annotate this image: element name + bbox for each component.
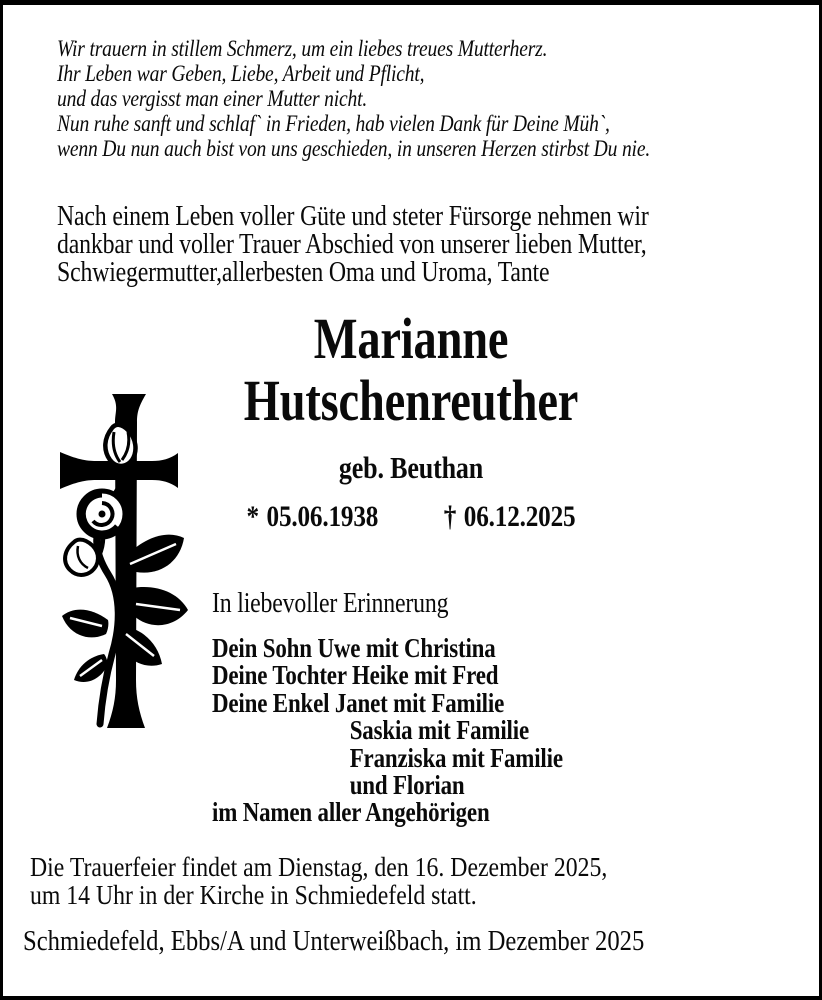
mourner-line: und Florian xyxy=(349,770,465,801)
cross-rose-icon xyxy=(50,388,205,736)
death-date xyxy=(444,500,576,533)
funeral-line: Die Trauerfeier findet am Dienstag, den 16. Dezember 2025, xyxy=(30,852,608,882)
poem-line: Nun ruhe sanft und schlaf` in Frieden, hab vielen Dank für Deine Müh`, xyxy=(57,111,610,136)
mourner-line: Dein Sohn Uwe mit Christina xyxy=(212,633,496,663)
poem-line: wenn Du nun auch bist von uns geschieden, in unseren Herzen stirbst Du nie. xyxy=(57,136,651,161)
death-cross-symbol: † xyxy=(443,500,457,533)
intro-line: Nach einem Leben voller Güte und steter Fürsorge nehmen wir xyxy=(57,201,649,232)
deceased-first-name: Marianne xyxy=(313,306,509,371)
mourner-line: Deine Tochter Heike mit Fred xyxy=(212,660,499,691)
death-date-value: 06.12.2025 xyxy=(463,500,576,533)
poem-line: und das vergisst man einer Mutter nicht. xyxy=(57,86,368,111)
mourner-line: Deine Enkel Janet mit Familie xyxy=(212,687,505,718)
mourner-line: im Namen aller Angehörigen xyxy=(212,797,490,828)
intro-paragraph xyxy=(57,203,649,287)
funeral-line: um 14 Uhr in der Kirche in Schmiedefeld statt. xyxy=(30,880,477,910)
birth-date-value: 05.06.1938 xyxy=(266,500,379,533)
funeral-info xyxy=(30,853,607,909)
memorial-poem xyxy=(57,36,650,161)
mourners-list xyxy=(212,635,563,827)
closing-line: Schmiedefeld, Ebbs/A und Unterweißbach, im Dezember 2025 xyxy=(23,926,645,957)
poem-line: Ihr Leben war Geben, Liebe, Arbeit und Pflicht, xyxy=(57,61,425,86)
mourner-line: Saskia mit Familie xyxy=(349,715,529,746)
deceased-last-name: Hutschenreuther xyxy=(243,368,579,433)
mourner-line: Franziska mit Familie xyxy=(349,742,563,773)
remembrance-line: In liebevoller Erinnerung xyxy=(212,588,449,619)
birth-star-symbol: * xyxy=(246,500,259,533)
maiden-name: geb. Beuthan xyxy=(338,450,484,485)
intro-line: dankbar und voller Trauer Abschied von unserer lieben Mutter, xyxy=(57,229,647,260)
poem-line: Wir trauern in stillem Schmerz, um ein liebes treues Mutterherz. xyxy=(57,36,548,61)
intro-line: Schwiegermutter,allerbesten Oma und Uroma, Tante xyxy=(57,257,550,288)
birth-date xyxy=(247,500,379,533)
